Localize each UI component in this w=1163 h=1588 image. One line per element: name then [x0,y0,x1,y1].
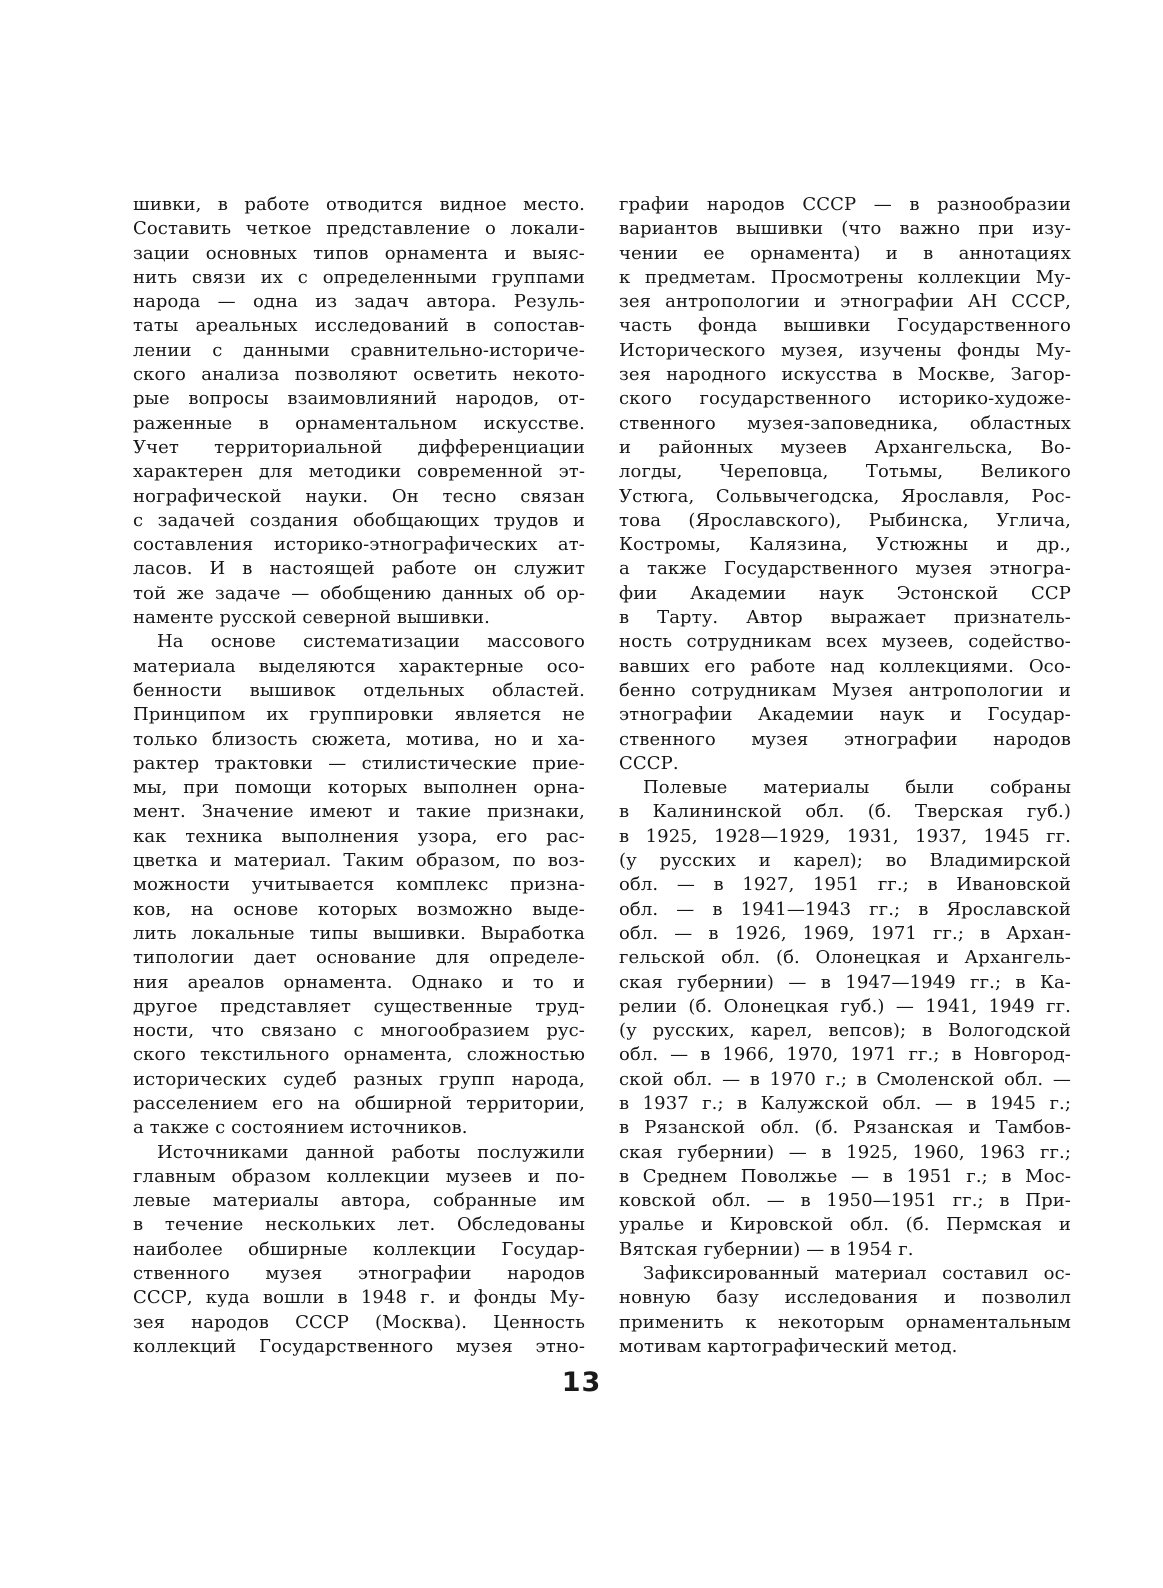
text-line: Костромы, Калязина, Устюжны и др., [619,534,1071,556]
text-line: часть фонда вышивки Государственного [619,315,1071,337]
text-line: лении с данными сравнительно-историче- [133,339,585,361]
text-line: СССР. [619,752,679,774]
text-line: ственного музея этнографии народов [133,1263,585,1285]
text-line: бенности вышивок отдельных областей. [133,679,585,701]
text-line: Учет территориальной дифференциации [133,436,585,458]
text-line: применить к некоторым орнаментальным [619,1311,1071,1333]
text-line: исторических судеб разных групп народа, [133,1068,585,1090]
text-line: левые материалы автора, собранные им [133,1190,585,1212]
text-line: ственного музея-заповедника, областных [619,412,1071,434]
text-line: нографической науки. Он тесно связан [133,485,585,507]
text-line: релии (б. Олонецкая губ.) — 1941, 1949 гг. [619,995,1071,1017]
text-line: обл. — в 1927, 1951 гг.; в Ивановской [619,874,1071,896]
text-line: мент. Значение имеют и такие признаки, [133,801,585,823]
text-line: Вятская губернии) — в 1954 г. [619,1238,914,1260]
text-line: рактер трактовки — стилистические прие- [133,752,585,774]
text-line: обл. — в 1966, 1970, 1971 гг.; в Новгород- [619,1044,1071,1066]
text-line: этнографии Академии наук и Государ- [619,704,1071,726]
text-line: ственного музея этнографии народов [619,728,1071,750]
text-line: бенно сотрудникам Музея антропологии и [619,679,1071,701]
text-line: материала выделяются характерные осо- [133,655,585,677]
text-line: вариантов вышивки (что важно при изу- [619,218,1071,240]
text-line: наменте русской северной вышивки. [133,607,490,629]
text-line: в течение нескольких лет. Обследованы [133,1214,585,1236]
text-line: ской обл. — в 1970 г.; в Смоленской обл. — [619,1068,1071,1090]
text-line: Составить четкое представление о локали- [133,218,585,240]
text-line: ковской обл. — в 1950—1951 гг.; в При- [619,1190,1071,1212]
text-line: характерен для методики современной эт- [133,461,585,483]
text-line: зея антропологии и этнографии АН СССР, [619,291,1071,313]
text-line: той же задаче — обобщению данных об ор- [133,582,585,604]
text-line: (у русских, карел, вепсов); в Вологодской [619,1020,1071,1042]
text-line: обл. — в 1941—1943 гг.; в Ярославской [619,898,1071,920]
text-line: графии народов СССР — в разнообразии [619,194,1071,215]
text-line: коллекций Государственного музея этно- [133,1335,585,1357]
text-line: новную базу исследования и позволил [619,1287,1071,1309]
text-line: в 1937 г.; в Калужской обл. — в 1945 г.; [619,1092,1071,1114]
text-line: с задачей создания обобщающих трудов и [133,509,585,531]
text-line: ласов. И в настоящей работе он служит [133,558,585,580]
text-line: ности, что связано с многообразием рус- [133,1020,585,1042]
text-line: уралье и Кировской обл. (б. Пермская и [619,1214,1071,1236]
text-line: наиболее обширные коллекции Государ- [133,1238,585,1260]
text-line: На основе систематизации массового [157,631,585,653]
text-line: а также с состоянием источников. [133,1117,468,1139]
text-line: Устюга, Сольвычегодска, Ярославля, Рос- [619,485,1071,507]
text-line: обл. — в 1926, 1969, 1971 гг.; в Архан- [619,922,1071,944]
text-line: фии Академии наук Эстонской ССР [619,582,1071,604]
text-line: (у русских и карел); во Владимирской [619,850,1071,872]
text-line: вавших его работе над коллекциями. Осо- [619,655,1071,677]
text-line: зея народов СССР (Москва). Ценность [133,1311,585,1333]
page-number: 13 [561,1367,602,1398]
text-line: Принципом их группировки является не [133,704,585,726]
text-line: зея народного искусства в Москве, Загор- [619,364,1071,386]
text-line: нить связи их с определенными группами [133,266,585,288]
text-line: а также Государственного музея этногра- [619,558,1071,580]
text-line: рые вопросы взаимовлияний народов, от- [133,388,585,410]
text-line: и районных музеев Архангельска, Во- [619,436,1071,458]
text-line: в Среднем Поволжье — в 1951 г.; в Мос- [619,1165,1071,1187]
text-line: в Рязанской обл. (б. Рязанская и Тамбов- [619,1117,1071,1139]
text-line: ская губернии) — в 1925, 1960, 1963 гг.; [619,1141,1071,1163]
left-text-column [133,193,585,1359]
text-line: Источниками данной работы послужили [157,1141,585,1163]
text-line: раженные в орнаментальном искусстве. [133,412,585,434]
text-line: Зафиксированный материал составил ос- [643,1263,1071,1285]
text-line: гельской обл. (б. Олонецкая и Архангель- [619,947,1071,969]
text-line: ская губернии) — в 1947—1949 гг.; в Ка- [619,971,1071,993]
text-line: в 1925, 1928—1929, 1931, 1937, 1945 гг. [619,825,1071,847]
text-line: к предметам. Просмотрены коллекции Му- [619,266,1071,288]
text-line: Исторического музея, изучены фонды Му- [619,339,1071,361]
text-line: ков, на основе которых возможно выде- [133,898,585,920]
text-line: расселением его на обширной территории, [133,1092,585,1114]
text-line: ского государственного историко-художе- [619,388,1071,410]
text-line: составления историко-этнографических ат- [133,534,585,556]
text-line: в Тарту. Автор выражает признатель- [619,607,1071,629]
text-line: СССР, куда вошли в 1948 г. и фонды Му- [133,1287,585,1309]
text-line: логды, Череповца, Тотьмы, Великого [619,461,1071,483]
text-line: чении ее орнамента) и в аннотациях [619,242,1071,264]
text-line: Полевые материалы были собраны [643,777,1071,799]
text-line: лить локальные типы вышивки. Выработка [133,922,585,944]
text-line: можности учитывается комплекс призна- [133,874,585,896]
text-line: как техника выполнения узора, его рас- [133,825,585,847]
text-line: зации основных типов орнамента и выяс- [133,242,585,264]
text-line: другое представляет существенные труд- [133,995,585,1017]
text-line: ского анализа позволяют осветить некото- [133,364,585,386]
text-line: в Калининской обл. (б. Тверская губ.) [619,801,1071,823]
text-line: ского текстильного орнамента, сложностью [133,1044,585,1066]
text-line: типологии дает основание для определе- [133,947,585,969]
text-line: главным образом коллекции музеев и по- [133,1165,585,1187]
text-line: цветка и материал. Таким образом, по воз- [133,850,585,872]
text-line: шивки, в работе отводится видное место. [133,194,585,215]
right-text-column [619,193,1071,1359]
text-line: таты ареальных исследований в сопостав- [133,315,585,337]
text-line: мотивам картографический метод. [619,1335,958,1357]
text-line: мы, при помощи которых выполнен орна- [133,777,585,799]
text-line: ность сотрудникам всех музеев, содейство- [619,631,1071,653]
text-line: това (Ярославского), Рыбинска, Углича, [619,509,1071,531]
text-line: только близость сюжета, мотива, но и ха- [133,728,585,750]
text-line: народа — одна из задач автора. Резуль- [133,291,585,313]
text-line: ния ареалов орнамента. Однако и то и [133,971,585,993]
